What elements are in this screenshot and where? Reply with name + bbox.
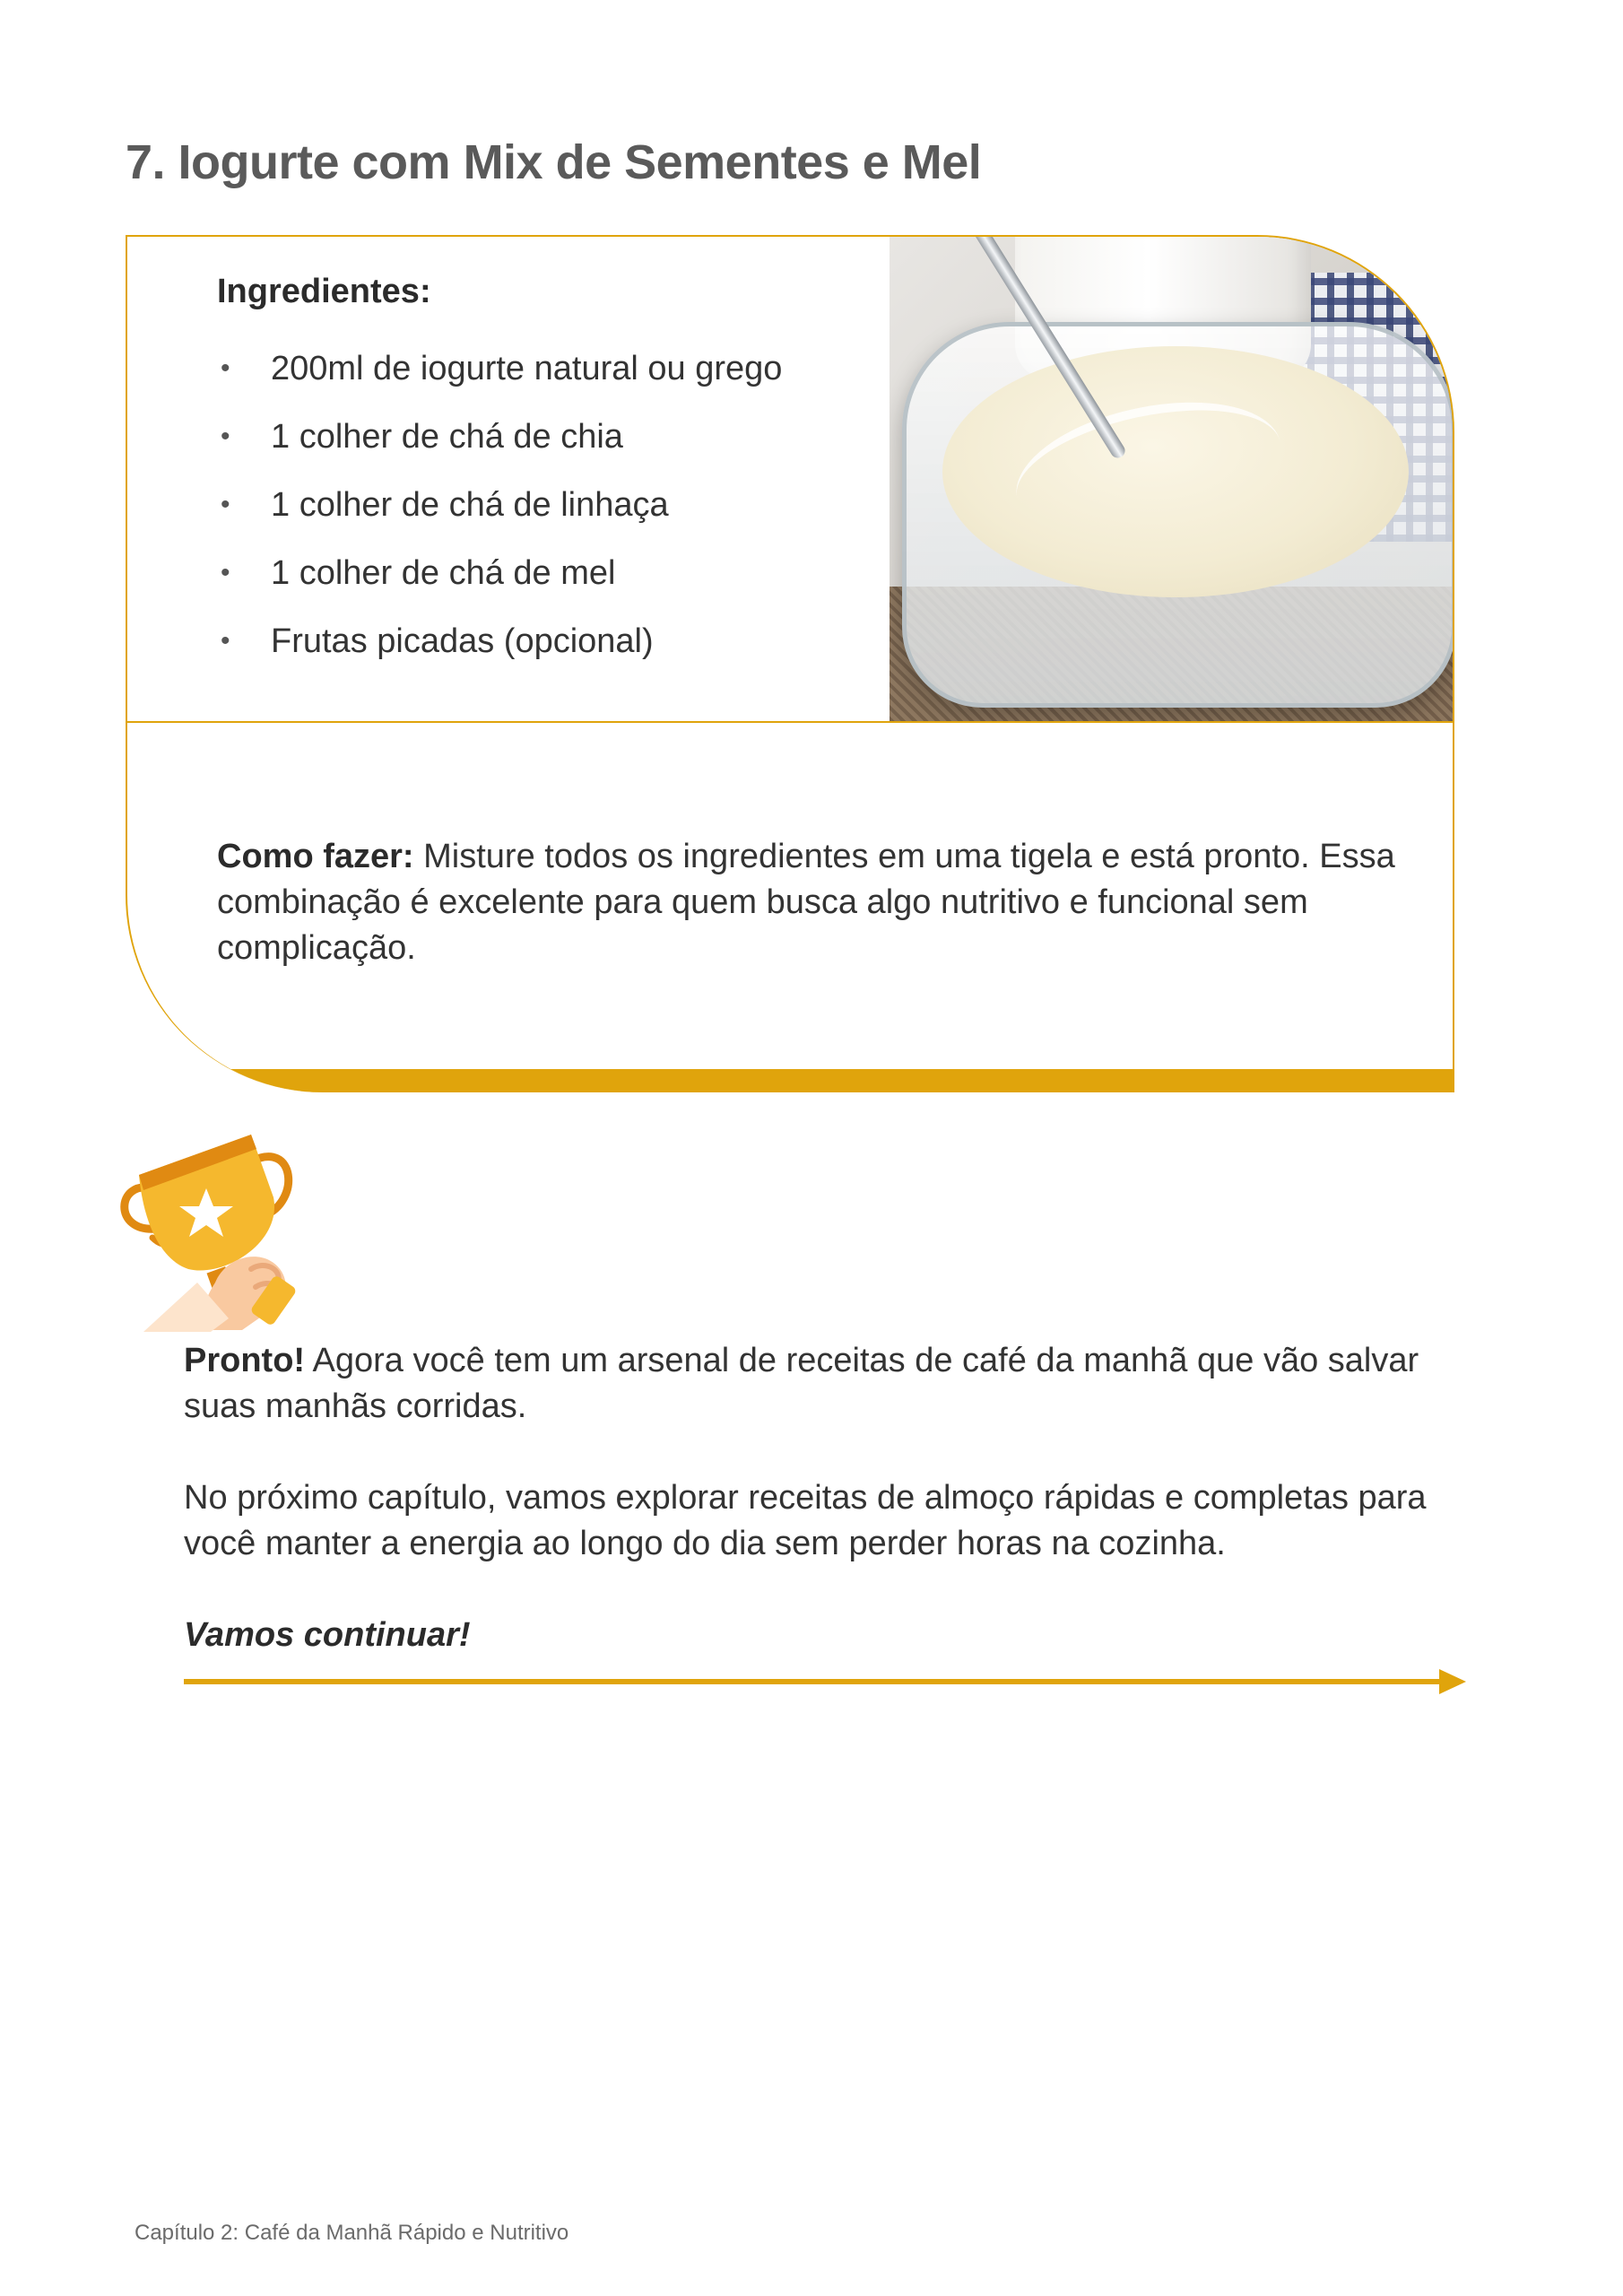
pronto-text: Agora você tem um arsenal de receitas de café da manhã que vão salvar suas manhãs corridas.	[184, 1342, 1419, 1425]
page-title: 7. Iogurte com Mix de Sementes e Mel	[126, 135, 982, 189]
ingredient-text: 200ml de iogurte natural ou grego	[271, 349, 783, 387]
ingredient-text: 1 colher de chá de mel	[271, 553, 616, 592]
ingredients-heading: Ingredientes:	[217, 273, 431, 310]
bullet: •	[221, 626, 230, 656]
bullet: •	[221, 558, 230, 587]
bullet: •	[221, 490, 230, 519]
list-item	[217, 403, 898, 471]
howto-label: Como fazer:	[217, 838, 414, 875]
list-item	[217, 607, 898, 675]
howto-text: Misture todos os ingredientes em uma tigela e está pronto. Essa combinação é excelente para quem busca algo nutritivo e funcional sem complicação.	[217, 838, 1395, 967]
card-accent-bar	[127, 1069, 1453, 1092]
ingredient-text: 1 colher de chá de chia	[271, 417, 623, 456]
howto-paragraph	[217, 834, 1401, 971]
arrow-right-icon	[184, 1666, 1466, 1697]
pronto-paragraph	[184, 1338, 1466, 1430]
card-divider	[127, 721, 1453, 723]
closing-section	[184, 1338, 1466, 1704]
yogurt-photo	[890, 237, 1454, 721]
ingredients-section	[217, 273, 898, 675]
page-footer: Capítulo 2: Café da Manhã Rápido e Nutritivo	[135, 2221, 569, 2245]
ingredient-text: 1 colher de chá de linhaça	[271, 485, 669, 524]
ingredient-text: Frutas picadas (opcional)	[271, 622, 654, 660]
next-chapter-paragraph: No próximo capítulo, vamos explorar receitas de almoço rápidas e completas para você manter a energia ao longo do dia sem perder horas na cozinha.	[184, 1479, 1427, 1562]
glass-bowl	[902, 322, 1454, 708]
list-item	[217, 335, 898, 403]
continue-text: Vamos continuar!	[184, 1616, 471, 1654]
ingredients-list	[217, 335, 898, 675]
recipe-card	[126, 235, 1454, 1092]
list-item	[217, 471, 898, 539]
bullet: •	[221, 422, 230, 451]
list-item	[217, 539, 898, 607]
trophy-icon	[117, 1126, 318, 1332]
bullet: •	[221, 353, 230, 383]
pronto-label: Pronto!	[184, 1342, 306, 1379]
